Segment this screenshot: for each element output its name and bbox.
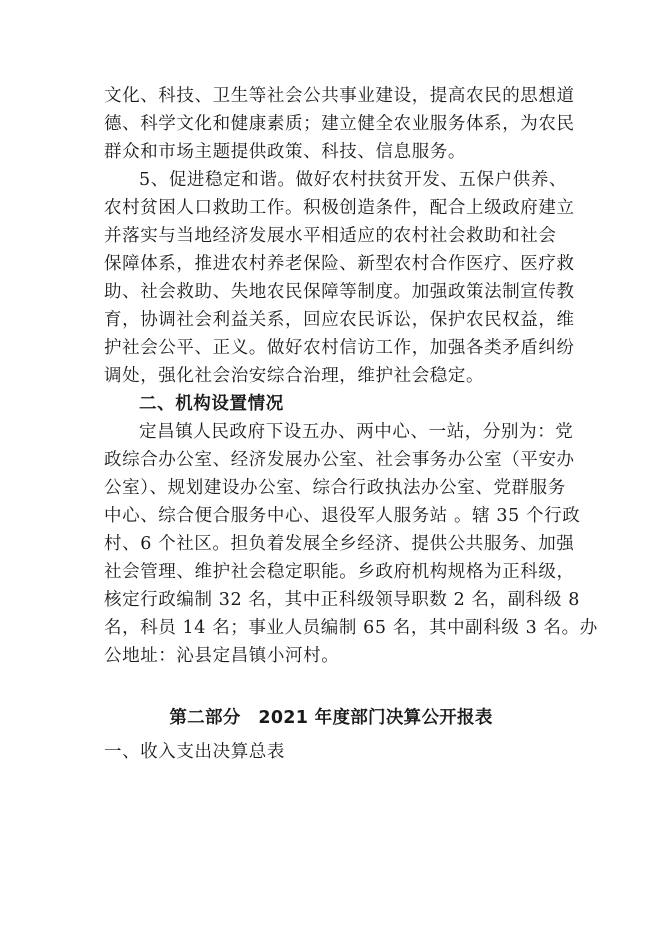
paragraph-line: 育，协调社会利益关系，回应农民诉讼，保护农民权益，维 [104, 310, 575, 330]
paragraph-line: 公室）、规划建设办公室、综合行政执法办公室、党群服务 [104, 478, 566, 498]
paragraph-line: 调处，强化社会治安综合治理，维护社会稳定。 [104, 366, 485, 386]
paragraph-line: 公地址：沁县定昌镇小河村。 [104, 646, 340, 666]
paragraph-line: 农村贫困人口救助工作。积极创造条件，配合上级政府建立 [104, 198, 575, 218]
paragraph-line: 5、促进稳定和谐。做好农村扶贫开发、五保户供养、 [139, 170, 568, 190]
paragraph-line: 并落实与当地经济发展水平相适应的农村社会救助和社会 [104, 226, 557, 246]
paragraph-line: 核定行政编制 32 名，其中正科级领导职数 2 名，副科级 8 [104, 590, 580, 610]
paragraph-line: 定昌镇人民政府下设五办、两中心、一站，分别为：党 [139, 422, 574, 442]
paragraph-line: 社会管理、维护社会稳定职能。乡政府机构规格为正科级， [104, 562, 575, 582]
table-heading: 一、收入支出决算总表 [104, 742, 285, 762]
paragraph-line: 文化、科技、卫生等社会公共事业建设，提高农民的思想道 [104, 86, 575, 106]
paragraph-line: 政综合办公室、经济发展办公室、社会事务办公室（平安办 [104, 450, 575, 470]
paragraph-line: 中心、综合便合服务中心、退役军人服务站 。辖 35 个行政 [104, 506, 581, 526]
paragraph-line: 保障体系，推进农村养老保险、新型农村合作医疗、医疗救 [104, 254, 575, 274]
paragraph-line: 德、科学文化和健康素质；建立健全农业服务体系，为农民 [104, 114, 575, 134]
paragraph-line: 村、6 个社区。担负着发展全乡经济、提供公共服务、加强 [104, 534, 575, 554]
paragraph-line: 护社会公平、正义。做好农村信访工作，加强各类矛盾纠纷 [104, 338, 575, 358]
section-heading: 二、机构设置情况 [139, 394, 284, 414]
part-title: 第二部分 2021 年度部门决算公开报表 [169, 708, 493, 728]
paragraph-line: 名，科员 14 名；事业人员编制 65 名，其中副科级 3 名。办 [104, 618, 598, 638]
paragraph-line: 助、社会救助、失地农民保障等制度。加强政策法制宣传教 [104, 282, 575, 302]
paragraph-line: 群众和市场主题提供政策、科技、信息服务。 [104, 142, 466, 162]
